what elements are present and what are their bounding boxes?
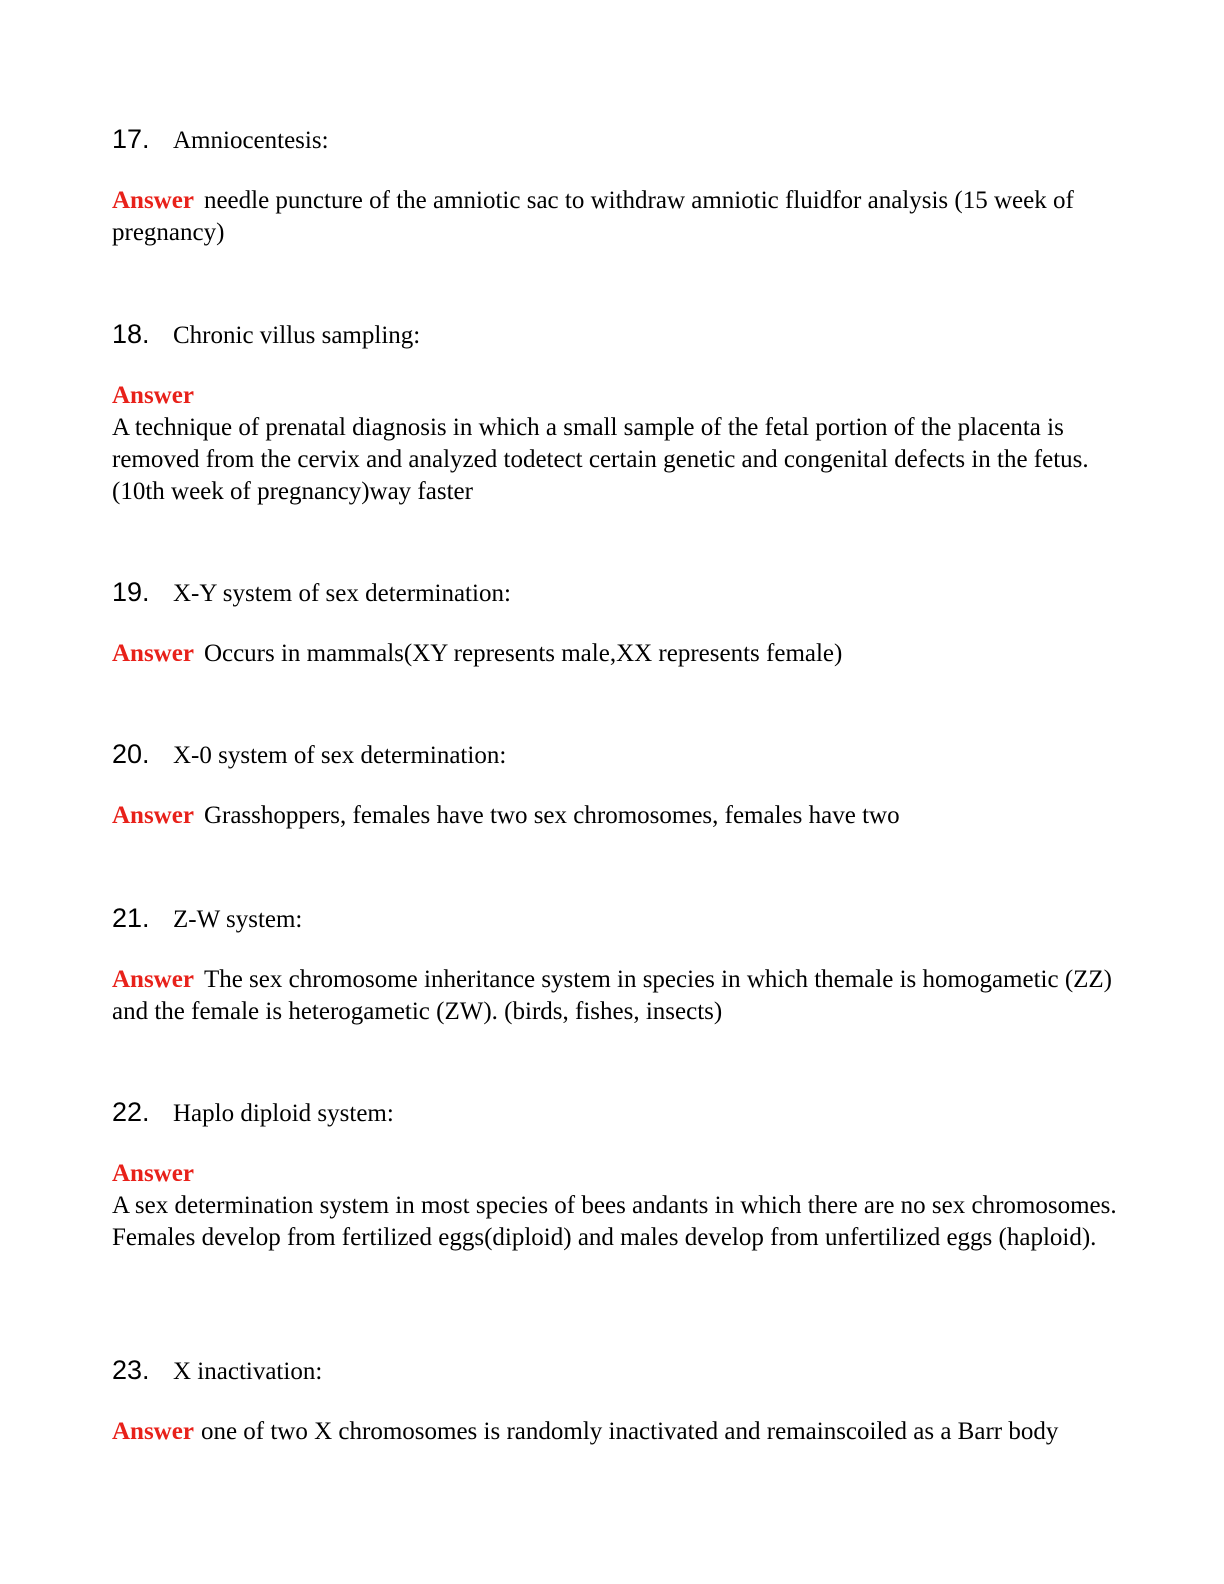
question-18 [112,316,1122,508]
question-23 [112,1352,1122,1448]
question-title: X inactivation: [173,1358,323,1385]
question-title: X-Y system of sex determination: [173,580,511,607]
answer-label: Answer [112,187,194,214]
answer-block [112,800,1122,832]
answer-block [112,380,1122,508]
question-17 [112,121,1122,249]
question-title: Z-W system: [173,906,303,933]
answer-label: Answer [112,1418,194,1445]
answer-block [112,638,1122,670]
question-title: Chronic villus sampling: [173,322,421,349]
question-number: 17. [112,124,150,154]
answer-block [112,1158,1122,1254]
answer-label: Answer [112,640,194,667]
answer-text: A sex determination system in most species of bees andants in which there are no sex chromosomes. Females develop from fertilized eggs(diploid) and males develop from unfertilized eggs (haploid). [112,1192,1117,1251]
question-heading [112,1094,1122,1130]
answer-text: Grasshoppers, females have two sex chromosomes, females have two [203,802,900,829]
question-number: 19. [112,577,150,607]
answer-label: Answer [112,382,194,409]
answer-block [112,1416,1122,1448]
answer-label: Answer [112,1160,194,1187]
question-title: Amniocentesis: [173,127,329,154]
answer-block [112,964,1122,1028]
answer-block [112,185,1122,249]
question-number: 20. [112,739,150,769]
question-number: 22. [112,1097,150,1127]
question-heading [112,121,1122,157]
answer-text: The sex chromosome inheritance system in species in which themale is homogametic (ZZ) and the female is heterogametic (ZW). (birds, fishes, insects) [112,966,1113,1025]
answer-label: Answer [112,802,194,829]
question-title: X-0 system of sex determination: [173,742,507,769]
answer-text: A technique of prenatal diagnosis in which a small sample of the fetal portion of the placenta is removed from the cervix and analyzed todetect certain genetic and congenital defects in the fetus. (10th week of pregnancy)way faster [112,414,1089,505]
question-number: 21. [112,903,150,933]
answer-text: needle puncture of the amniotic sac to withdraw amniotic fluidfor analysis (15 week of pregnancy) [112,187,1074,246]
question-title: Haplo diploid system: [173,1100,394,1127]
answer-label: Answer [112,966,194,993]
question-heading [112,900,1122,936]
question-21 [112,900,1122,1028]
question-heading [112,1352,1122,1388]
question-number: 23. [112,1355,150,1385]
question-20 [112,736,1122,832]
answer-text: one of two X chromosomes is randomly inactivated and remainscoiled as a Barr body [200,1418,1059,1445]
question-22 [112,1094,1122,1254]
question-19 [112,574,1122,670]
answer-text: Occurs in mammals(XY represents male,XX represents female) [203,640,843,667]
question-heading [112,316,1122,352]
question-heading [112,574,1122,610]
question-heading [112,736,1122,772]
question-number: 18. [112,319,150,349]
